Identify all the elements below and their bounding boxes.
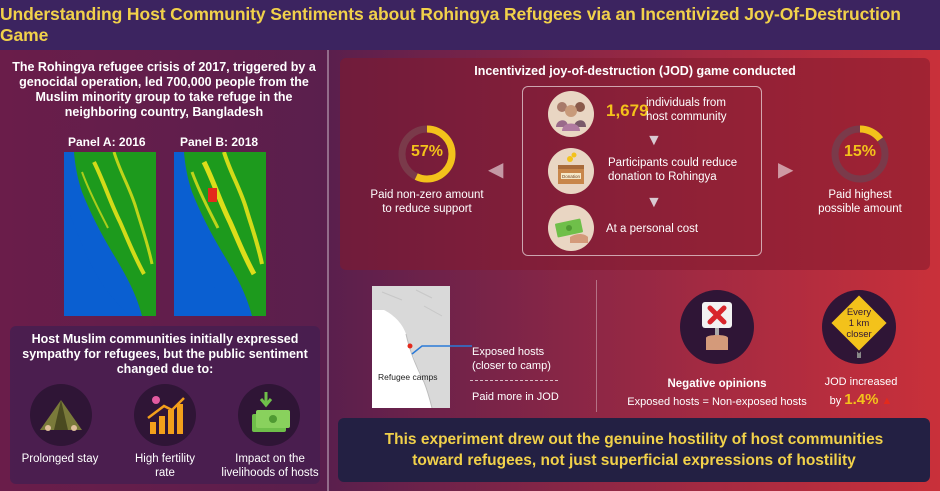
conclusion-text — [385, 429, 884, 471]
exposed-hosts-line: (closer to camp) — [472, 360, 551, 372]
factor-label-line: Impact on the — [235, 453, 305, 465]
participants-text-line: host community — [646, 111, 727, 123]
negative-opinions-title: Negative opinions — [667, 378, 767, 390]
factor-label-line: Prolonged stay — [21, 453, 99, 465]
arrow-right-icon: ▶ — [778, 159, 794, 181]
step2-text-line: donation to Rohingya — [608, 171, 717, 183]
rising-bar-chart-icon — [134, 384, 196, 446]
arrow-left-icon: ◀ — [488, 159, 504, 181]
panel-a-map-graphic — [64, 152, 156, 316]
right-percent-label-line: possible amount — [818, 203, 902, 215]
factor-label-livelihoods — [210, 452, 330, 480]
panel-b-map — [174, 152, 266, 316]
donation-box-label: Donation — [561, 174, 581, 179]
panel-a-map — [64, 152, 156, 316]
panel-a-label: Panel A: 2016 — [68, 135, 146, 149]
negative-opinions-subtitle: Exposed hosts = Non-exposed hosts — [627, 396, 807, 408]
step3-text: At a personal cost — [606, 223, 699, 235]
jod-title: Incentivized joy-of-destruction (JOD) game conducted — [474, 64, 796, 78]
factor-label-fertility — [114, 452, 216, 480]
sign-line-3: closer — [846, 329, 872, 340]
right-percent-label — [790, 188, 930, 216]
panel-b-map-graphic — [174, 152, 266, 316]
left-percent: 57% — [410, 143, 444, 160]
money-stack-icon — [238, 384, 300, 446]
page-title: Understanding Host Community Sentiments about Rohingya Refugees via an Incentivized Joy-Of-Destruction Game — [0, 4, 901, 45]
exposed-hosts-line: Exposed hosts — [472, 346, 545, 358]
money-hand-icon — [548, 205, 594, 251]
sentiment-box — [10, 326, 320, 484]
section-divider — [596, 280, 597, 412]
sentiment-heading: Host Muslim communities initially expressed sympathy for refugees, but the public sentiment changed due to: — [22, 332, 308, 376]
jod-increased-value-line — [806, 391, 916, 408]
tent-icon — [30, 384, 92, 446]
left-percent-label — [352, 188, 502, 216]
dashed-separator — [470, 380, 558, 381]
arrow-down-icon: ▼ — [646, 132, 662, 149]
column-divider — [327, 50, 329, 491]
panel-b-label: Panel B: 2018 — [180, 135, 259, 149]
paid-more-label: Paid more in JOD — [472, 391, 559, 403]
conclusion-box — [338, 418, 930, 482]
jod-increased-label: JOD increased — [824, 376, 898, 388]
jod-increased-value: 1.4% — [844, 391, 879, 408]
exposed-hosts-label — [472, 345, 551, 373]
donation-box-icon — [548, 148, 594, 194]
sign-line-2: 1 km — [848, 318, 870, 329]
map-pointer-line — [410, 342, 474, 356]
participants-number: 1,679 — [606, 101, 649, 120]
people-group-icon — [548, 91, 594, 137]
factor-label-line: rate — [155, 467, 175, 479]
conclusion-line: This experiment drew out the genuine hostility of host communities — [384, 431, 884, 448]
title-bar — [0, 0, 940, 50]
distance-sign-icon — [822, 290, 896, 364]
right-percent-label-line: Paid highest — [828, 189, 892, 201]
refugee-camp-area — [208, 188, 217, 202]
participants-text — [646, 96, 727, 124]
participants-text-line: individuals from — [646, 97, 726, 109]
intro-text: The Rohingya refugee crisis of 2017, triggered by a genocidal operation, led 700,000 people from the Muslim minority group to take refuge in the neighboring country, Bangladesh — [12, 60, 316, 119]
conclusion-line: toward refugees, not just superficial expressions of hostility — [412, 452, 856, 469]
step2-text-line: Participants could reduce — [608, 157, 738, 169]
up-arrow-icon: ▲ — [881, 395, 893, 407]
refugee-camps-label: Refugee camps — [378, 372, 438, 382]
sign-line-1: Every — [846, 307, 872, 318]
factor-label-prolonged-stay — [10, 452, 110, 466]
left-percent-label-line: Paid non-zero amount — [370, 189, 484, 201]
arrow-down-icon: ▼ — [646, 194, 662, 211]
jod-increased-prefix: by — [829, 395, 842, 407]
right-percent: 15% — [843, 143, 877, 160]
step2-text — [608, 156, 737, 184]
left-percent-label-line: to reduce support — [382, 203, 472, 215]
rejection-sign-icon — [680, 290, 754, 364]
factor-label-line: livelihoods of hosts — [221, 467, 319, 479]
factor-label-line: High fertility — [134, 453, 196, 465]
